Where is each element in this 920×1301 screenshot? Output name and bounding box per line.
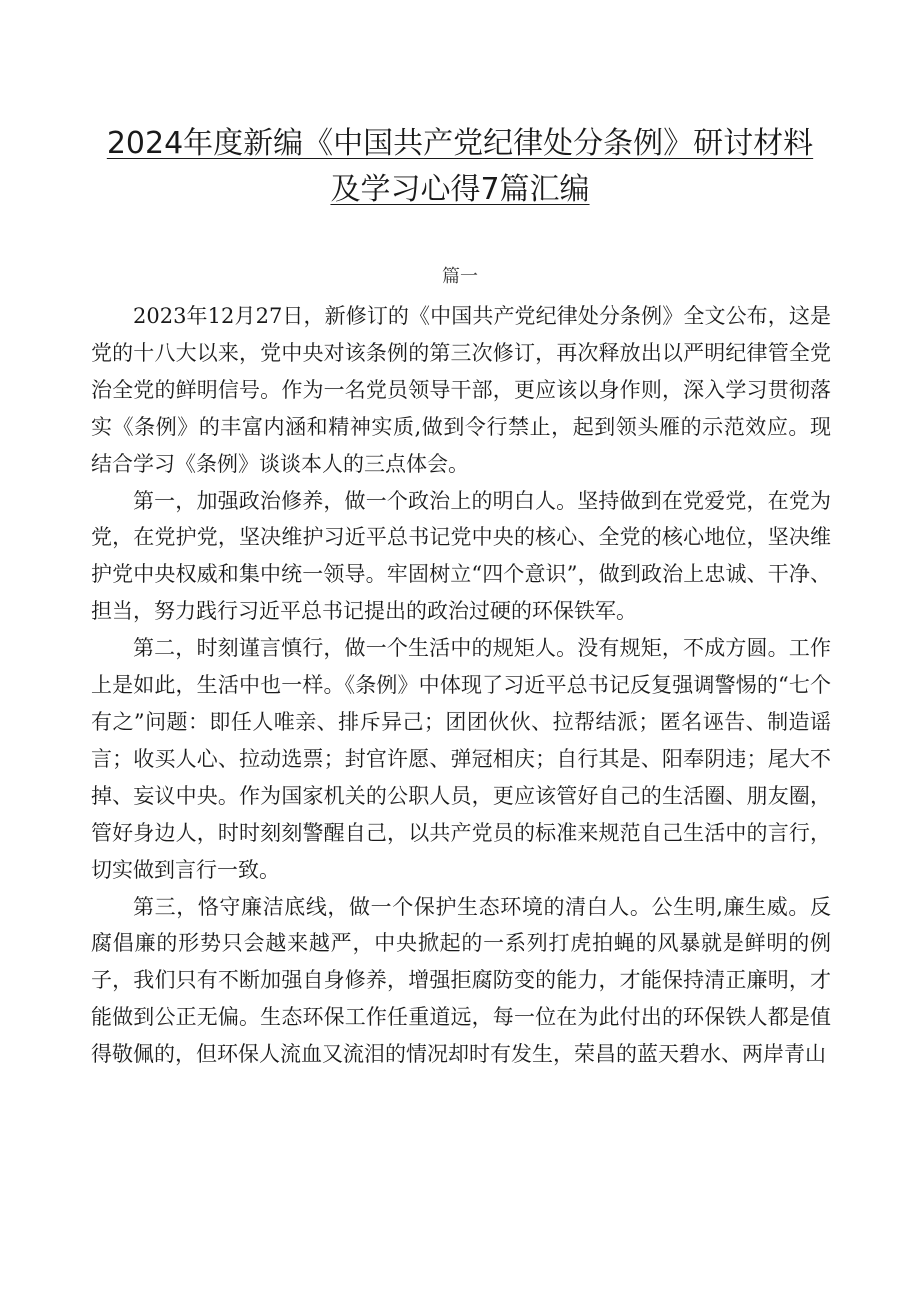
section-label: 篇一 xyxy=(442,266,478,287)
paragraph-second-point: 第二，时刻谨言慎行，做一个生活中的规矩人。没有规矩，不成方圆。工作上是如此，生活中也一样。《条例》中体现了习近平总书记反复强调警惕的“七个有之”问题：即任人唯亲、排斥异己；团团伙伙、拉帮结派；匿名诬告、制造谣言；收买人心、拉动选票；封官许愿、弹冠相庆；自行其是、阳奉阴违；尾大不掉、妄议中央。作为国家机关的公职人员，更应该管好自己的生活圈、朋友圈，管好身边人，时时刻刻警醒自己，以共产党员的标准来规范自己生活中的言行，切实做到言行一致。 xyxy=(91,636,831,882)
paragraph-third-point: 第三，恪守廉洁底线，做一个保护生态环境的清白人。公生明,廉生威。反腐倡廉的形势只会越来越严，中央掀起的一系列打虎拍蝇的风暴就是鲜明的例子，我们只有不断加强自身修养，增强拒腐防变的能力，才能保持清正廉明，才能做到公正无偏。生态环保工作任重道远，每一位在为此付出的环保铁人都是值得敬佩的，但环保人流血又流泪的情况却时有发生，荣昌的蓝天碧水、两岸青山 xyxy=(91,894,831,1067)
body-text xyxy=(91,298,831,1073)
document-title-line-2: 及学习心得7篇汇编 xyxy=(330,172,590,207)
paragraph-intro: 2023年12月27日，新修订的《中国共产党纪律处分条例》全文公布，这是党的十八大以来，党中央对该条例的第三次修订，再次释放出以严明纪律管全党治全党的鲜明信号。作为一名党员领导干部，更应该以身作则，深入学习贯彻落实《条例》的丰富内涵和精神实质,做到令行禁止，起到领头雁的示范效应。现结合学习《条例》谈谈本人的三点体会。 xyxy=(91,304,831,476)
paragraph-first-point: 第一，加强政治修养，做一个政治上的明白人。坚持做到在党爱党，在党为党，在党护党，坚决维护习近平总书记党中央的核心、全党的核心地位，坚决维护党中央权威和集中统一领导。牢固树立“四个意识”，做到政治上忠诚、干净、担当，努力践行习近平总书记提出的政治过硬的环保铁军。 xyxy=(91,488,831,624)
document-title-line-1: 2024年度新编《中国共产党纪律处分条例》研讨材料 xyxy=(106,126,814,161)
